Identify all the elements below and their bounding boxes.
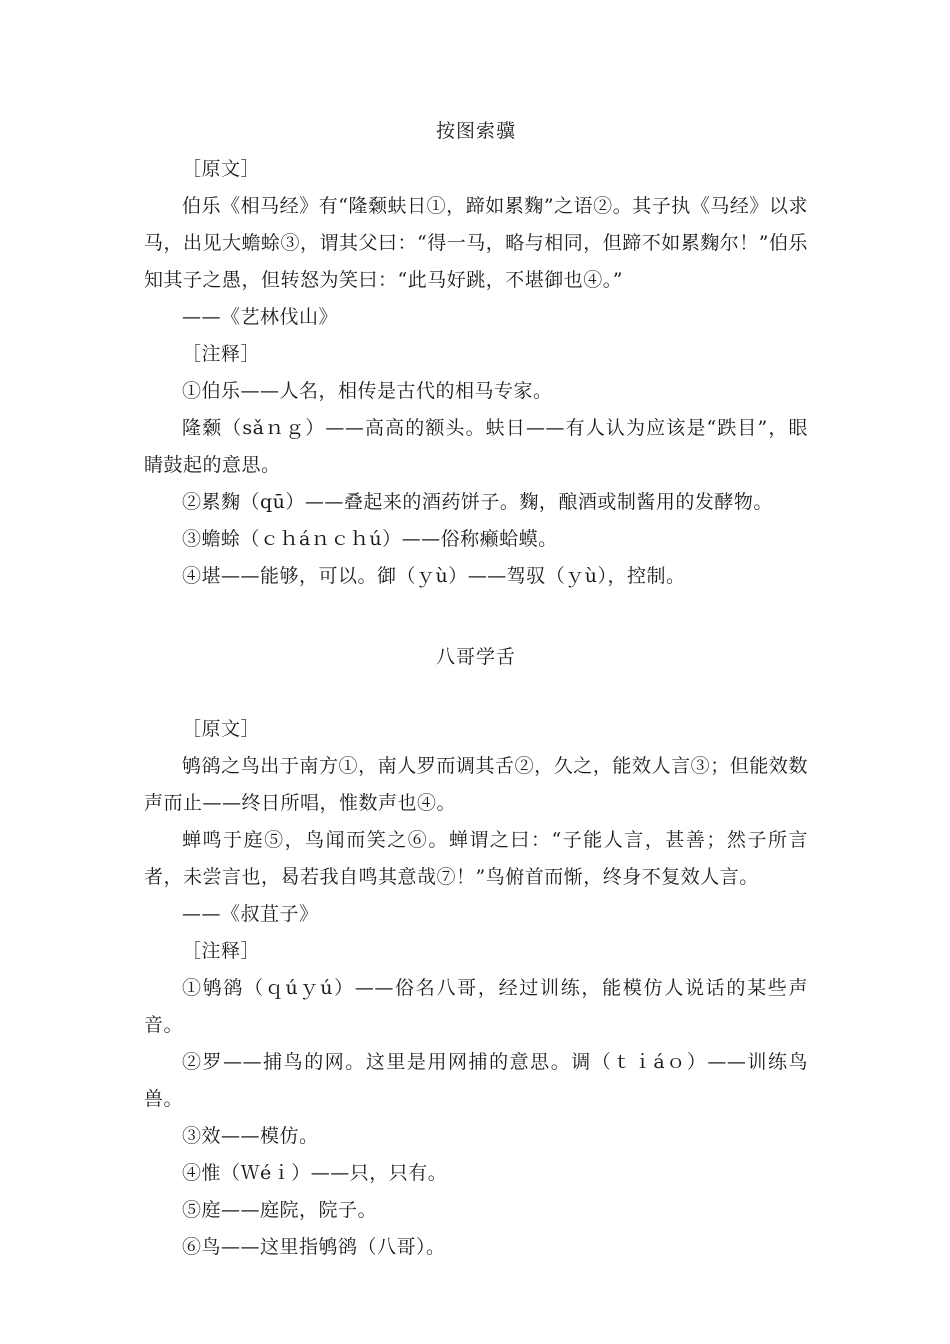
story2-zhushi-label: ［注释］ [182,940,261,962]
story1-note: ①伯乐——人名，相传是古代的相马专家。 [182,380,553,402]
story1-zhushi-label: ［注释］ [182,343,261,365]
story1-note: ③蟾蜍（ｃｈáｎｃｈú）——俗称癞蛤蟆。 [182,528,558,550]
story2-yuanwen-label: ［原文］ [182,718,261,740]
story2-note: ⑤庭——庭院，院子。 [182,1199,378,1221]
story2-paragraph: 蝉鸣于庭⑤，鸟闻而笑之⑥。蝉谓之曰：“子能人言，甚善；然子所言者，未尝言也，曷若我自鸣其意哉⑦！”鸟俯首而惭，终身不复效人言。 [144,829,808,888]
story2-title: 八哥学舌 [435,646,516,668]
story2-source: ——《叔苴子》 [182,903,319,925]
story1-title: 按图索骥 [435,120,516,142]
story1-yuanwen-label: ［原文］ [182,158,261,180]
story1-text: 伯乐《相马经》有“隆颡蚨日①，蹄如累麴”之语②。其子执《马经》以求马，出见大蟾蜍③，谓其父曰：“得一马，略与相同，但蹄不如累麴尔！”伯乐知其子之愚，但转怒为笑曰：“此马好跳，不堪御也④。” [144,195,808,291]
story2-note: ①鸲鹆（ｑúｙú）——俗名八哥，经过训练，能模仿人说话的某些声音。 [144,977,808,1036]
story1-note: 隆颡（sǎｎｇ）——高高的额头。蚨日——有人认为应该是“跌目”，眼睛鼓起的意思。 [144,417,808,476]
story2-note: ②罗——捕鸟的网。这里是用网捕的意思。调（ｔｉáｏ）——训练鸟兽。 [144,1051,808,1110]
story2-body [144,711,808,1266]
story2-paragraph: 鸲鹆之鸟出于南方①，南人罗而调其舌②，久之，能效人言③；但能效数声而止——终日所唱，惟数声也④。 [144,755,808,814]
story2-note: ④惟（Ｗéｉ）——只，只有。 [182,1162,448,1184]
story1-body [144,151,808,595]
story1-source: ——《艺林伐山》 [182,306,339,328]
story1-note: ②累麴（qū）——叠起来的酒药饼子。麴，酿酒或制酱用的发酵物。 [182,491,773,513]
story2-note: ⑥鸟——这里指鸲鹆（八哥）。 [182,1236,446,1258]
story1-note: ④堪——能够，可以。御（ｙù）——驾驭（ｙù），控制。 [182,565,686,587]
story2-note: ③效——模仿。 [182,1125,319,1147]
